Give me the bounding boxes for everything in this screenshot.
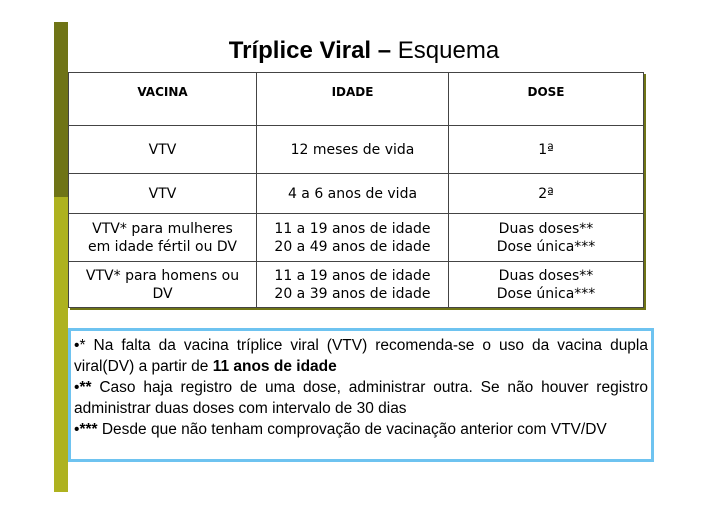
footnote-marker: ** bbox=[79, 379, 92, 396]
footnote-marker: * bbox=[79, 337, 86, 354]
cell-line: VTV* para mulheres bbox=[92, 220, 233, 237]
footnotes-box bbox=[68, 328, 654, 462]
cell-line: Dose única*** bbox=[496, 285, 596, 302]
title-bold: Tríplice Viral – bbox=[228, 37, 392, 64]
table-header-row bbox=[69, 73, 644, 126]
footnote-text: Na falta da vacina tríplice viral (VTV) recomenda-se o uso da vacina dupla viral(DV) a partir de bbox=[74, 337, 648, 375]
cell-idade bbox=[257, 214, 449, 262]
header-vacina: VACINA bbox=[69, 73, 257, 126]
cell-vacina bbox=[69, 174, 257, 214]
cell-line: 11 a 19 anos de idade bbox=[274, 267, 431, 284]
bullet: • bbox=[74, 337, 80, 354]
cell-line: 11 a 19 anos de idade bbox=[274, 220, 431, 237]
cell-idade bbox=[257, 126, 449, 174]
cell-dose bbox=[449, 214, 644, 262]
cell-line: DV bbox=[152, 285, 173, 302]
cell-line: VTV* para homens ou bbox=[85, 267, 240, 284]
footnote-3 bbox=[74, 419, 648, 440]
cell-line: 4 a 6 anos de vida bbox=[287, 185, 418, 202]
table-row bbox=[69, 262, 644, 308]
cell-line: Duas doses** bbox=[498, 220, 594, 237]
cell-line: 1ª bbox=[538, 141, 554, 158]
footnote-2 bbox=[74, 377, 648, 419]
footnote-1 bbox=[74, 335, 648, 377]
header-dose: DOSE bbox=[449, 73, 644, 126]
cell-line: Duas doses** bbox=[498, 267, 594, 284]
footnote-marker: *** bbox=[79, 421, 98, 438]
cell-dose bbox=[449, 262, 644, 308]
cell-vacina bbox=[69, 262, 257, 308]
title-regular: Esquema bbox=[397, 37, 500, 64]
cell-line: 20 a 49 anos de idade bbox=[274, 238, 431, 255]
page-title bbox=[0, 36, 728, 66]
cell-vacina bbox=[69, 126, 257, 174]
bullet: • bbox=[74, 379, 80, 396]
cell-line: 20 a 39 anos de idade bbox=[274, 285, 431, 302]
cell-dose bbox=[449, 174, 644, 214]
footnote-text: Desde que não tenham comprovação de vacinação anterior com VTV/DV bbox=[97, 421, 607, 438]
cell-idade bbox=[257, 262, 449, 308]
decorative-side-bar bbox=[54, 22, 68, 492]
cell-vacina bbox=[69, 214, 257, 262]
footnote-bold-text: 11 anos de idade bbox=[212, 358, 337, 375]
table-row bbox=[69, 174, 644, 214]
vaccine-schedule-table bbox=[68, 72, 644, 308]
cell-line: em idade fértil ou DV bbox=[87, 238, 238, 255]
cell-line: Dose única*** bbox=[496, 238, 596, 255]
cell-line: 12 meses de vida bbox=[290, 141, 415, 158]
cell-line: 2ª bbox=[538, 185, 554, 202]
bullet: • bbox=[74, 421, 80, 438]
table-row bbox=[69, 126, 644, 174]
header-idade: IDADE bbox=[257, 73, 449, 126]
table-row bbox=[69, 214, 644, 262]
cell-idade bbox=[257, 174, 449, 214]
cell-line: VTV bbox=[148, 185, 177, 202]
cell-line: VTV bbox=[148, 141, 177, 158]
cell-dose bbox=[449, 126, 644, 174]
footnote-text: Caso haja registro de uma dose, administrar outra. Se não houver registro administrar duas doses com intervalo de 30 dias bbox=[74, 379, 648, 417]
